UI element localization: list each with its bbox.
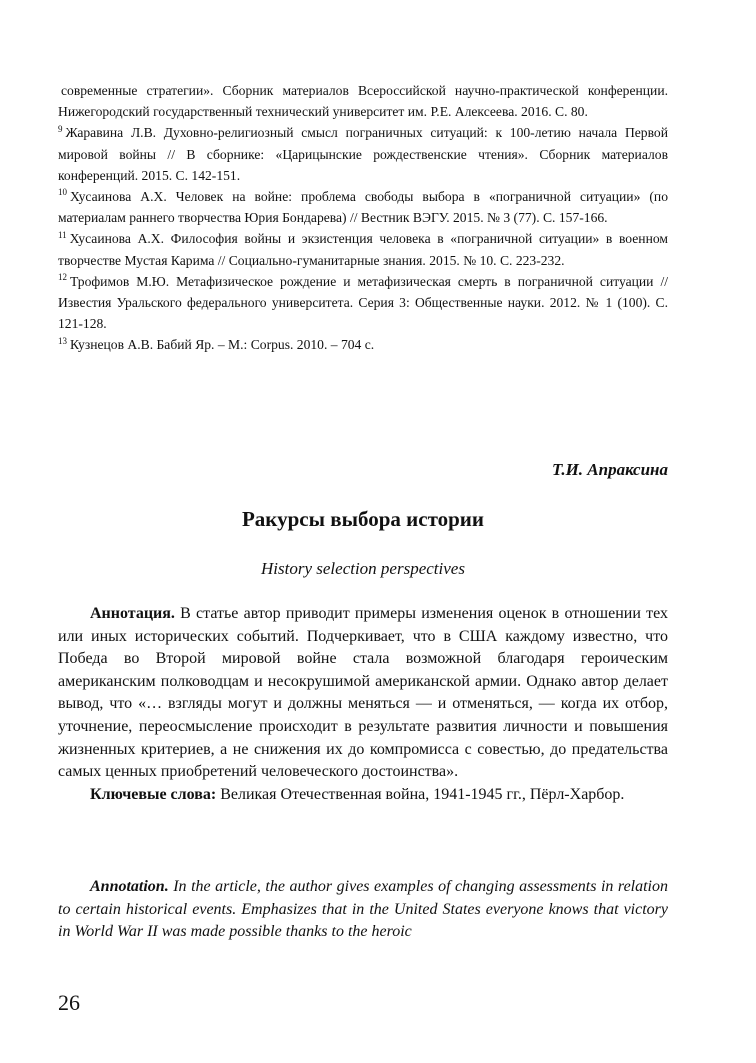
reference-text: Жаравина Л.В. Духовно-религиозный смысл пограничных ситуаций: к 100-летию начала Первой мировой войны // В сборнике: «Царицынские рождественские чтения». Сборник материалов конференций. 2015. С. 142-151. — [58, 125, 668, 183]
reference-item — [58, 334, 668, 355]
reference-text: Хусаинова А.Х. Философия войны и экзистенция человека в «пограничной ситуации» в военном творчестве Мустая Карима // Социально-гуманитарные знания. 2015. № 10. С. 223-232. — [58, 231, 668, 268]
annotation-paragraph — [58, 876, 668, 944]
keywords-label: Ключевые слова: — [90, 785, 217, 803]
reference-number: 10 — [58, 187, 67, 198]
page-number: 26 — [58, 990, 80, 1015]
article-title: Ракурсы выбора истории — [241, 507, 484, 531]
reference-number: 11 — [58, 229, 67, 240]
keywords-text: Великая Отечественная война, 1941-1945 гг., Пёрл-Харбор. — [216, 785, 625, 803]
reference-item — [58, 271, 668, 335]
reference-item — [58, 122, 668, 186]
reference-number: 13 — [58, 335, 67, 346]
abstract-paragraph — [58, 603, 668, 784]
reference-text: Хусаинова А.Х. Человек на войне: проблема свободы выбора в «пограничной ситуации» (по материалам раннего творчества Юрия Бондарева) // Вестник ВЭГУ. 2015. № 3 (77). С. 157-166. — [58, 189, 668, 226]
references-list — [58, 80, 668, 356]
article-author: Т.И. Апраксина — [552, 460, 668, 479]
reference-text: современные стратегии». Сборник материалов Всероссийской научно-практической конференции. Нижегородский государственный технический университет им. Р.Е. Алексеева. 2016. С. 80. — [58, 83, 668, 120]
abstract-label: Аннотация. — [90, 605, 175, 622]
article-title-english: History selection perspectives — [261, 559, 465, 578]
annotation-label: Annotation. — [90, 878, 169, 895]
abstract-ru — [58, 603, 668, 806]
reference-text: Трофимов М.Ю. Метафизическое рождение и метафизическая смерть в пограничной ситуации // Известия Уральского федерального университета. Серия 3: Общественные науки. 2012. № 1 (100). С. 121-128. — [58, 273, 668, 332]
annotation-text: In the article, the author gives examples of changing assessments in relation to certain historical events. Emphasizes that in the United States everyone knows that victory in World War II was made possible thanks to the heroic — [58, 878, 668, 941]
reference-number: 12 — [58, 272, 67, 283]
abstract-en — [58, 876, 668, 944]
reference-number: 9 — [58, 123, 63, 134]
reference-text: Кузнецов А.В. Бабий Яр. – М.: Corpus. 2010. – 704 с. — [70, 337, 375, 353]
abstract-text: В статье автор приводит примеры изменения оценок в отношении тех или иных исторических событий. Подчеркивает, что в США каждому известно, что Победа во Второй мировой войне стала возможной благодаря героическим американским полководцам и несокрушимой американской армии. Однако автор делает вывод, что «… взгляды могут и должны меняться — и отменяться, — когда их отбор, уточнение, переосмысление происходит в результате развития личности и повышения жизненных критериев, а не снижения их до компромисса с совестью, до предательства самых ценных приобретений человеческого достоинства». — [58, 605, 668, 781]
reference-item — [58, 228, 668, 270]
reference-item — [58, 186, 668, 228]
reference-item — [58, 80, 668, 122]
keywords-paragraph — [58, 784, 668, 807]
